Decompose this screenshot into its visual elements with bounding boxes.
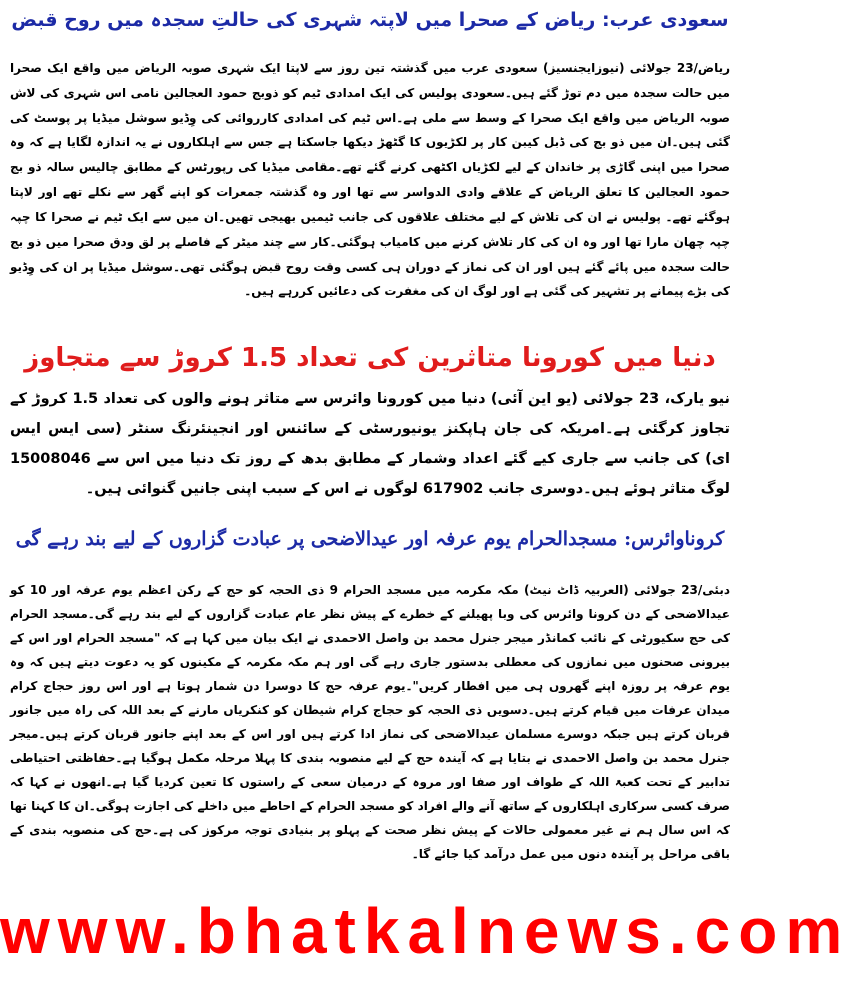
article-3-headline: کروناوائرس: مسجدالحرام یوم عرفہ اور عیدالاضحی پر عبادت گزاروں کے لیے بند رہے گی (15, 528, 725, 550)
footer-banner (0, 892, 850, 971)
article-1-body: ریاض/23 جولائی (نیوزایجنسیز) سعودی عرب میں گذشتہ تین روز سے لاپتا ایک شہری صوبہ الریاض میں واقع ایک صحرا میں حالت سجدہ میں دم توڑ گئے ہیں۔سعودی پولیس کی ایک امدادی ٹیم کو ذوبج حمود العجالین نامی اس شہری کی لاش صوبہ الریاض میں واقع ایک صحرا کے وسط سے ملی ہے۔اس ٹیم کی امدادی کارروائی کی وِڈیو سوشل میڈیا پر پوسٹ کی گئی ہیں۔ان میں ذو بج کی ڈبل کیبن کار پر لکڑیوں کا گٹھڑ دیکھا جاسکتا ہے جس سے اہلکاروں نے یہ اندازہ لگایا ہے کہ وہ صحرا میں اپنی گاڑی پر خاندان کے لیے لکڑیاں اکٹھی کرنے گئے تھے۔مقامی میڈیا کی رپورٹس کے مطابق چالیس سالہ ذو بج حمود العجالین کا تعلق الریاض کے علاقے وادی الدواسر سے تھا اور وہ گذشتہ جمعرات کو اپنے گھر سے نکلے تھے اور لاپتا ہوگئے تھے۔ پولیس نے ان کی تلاش کے لیے مختلف علاقوں کی جانب ٹیمیں بھیجی تھیں۔ان میں سے ایک ٹیم نے صحرا کا چپہ چپہ چھان مارا تھا اور وہ ان کی کار تلاش کرنے میں کامیاب ہوگئی۔کار سے چند میٹر کے فاصلے پر لق ودق صحرا میں ذو بج حالت سجدہ میں پائے گئے ہیں اور ان کی نماز کے دوران ہی کسی وقت روح قبض ہوگئی تھی۔سوشل میڈیا پر ان کی وِڈیو کی بڑے پیمانے پر تشہیر کی گئی ہے اور لوگ ان کی مغفرت کی دعائیں کررہے ہیں۔ (10, 61, 730, 299)
website-url[interactable]: www.bhatkalnews.com (0, 895, 850, 967)
article-3-body: دبئی/23 جولائی (العربیہ ڈاٹ نیٹ) مکہ مکرمہ میں مسجد الحرام 9 ذی الحجہ کو حج کے رکن اعظم یوم عرفہ اور 10 کو عیدالاضحی کے دن کرونا وائرس کی وبا پھیلنے کے خطرے کے پیش نظر عام عبادت گزاروں کے لیے بند رہے گی۔مسجد الحرام کی حج سکیورٹی کے نائب کمانڈر میجر جنرل محمد بن واصل الاحمدی نے ایک بیان میں کہا ہے کہ "مسجد الحرام اور اس کے بیرونی صحنوں میں نمازوں کی معطلی بدستور جاری رہے گی اور ہم مکہ مکرمہ کے مکینوں کو یہ دعوت دیتے ہیں کہ وہ یوم عرفہ پر روزہ اپنے گھروں ہی میں افطار کریں"۔یوم عرفہ حج کا دوسرا دن شمار ہوتا ہے اور اس روز حجاج کرام میدان عرفات میں قیام کرتے ہیں۔دسویں ذی الحجہ کو حجاج کرام شیطان کو کنکریاں مارنے کے بعد اللہ کی راہ میں جانور قربان کرتے ہیں جبکہ دوسرے مسلمان عیدالاضحی کی نماز ادا کرتے ہیں اور اس کے بعد اپنے جانور قربان کرتے ہیں۔میجر جنرل محمد بن واصل الاحمدی نے بتایا ہے کہ آیندہ حج کے لیے منصوبہ بندی کا پہلا مرحلہ مکمل ہوگیا ہے۔حفاظتی احتیاطی تدابیر کے تحت کعبۃ اللہ کے طواف اور صفا اور مروہ کے درمیان سعی کے راستوں کا تعین کردیا گیا ہے۔انھوں نے کہا کہ صرف کسی سرکاری اہلکاروں کے ساتھ آنے والے افراد کو مسجد الحرام کے احاطے میں داخلے کی اجازت ہوگی۔ان کا کہنا تھا کہ اس سال ہم نے غیر معمولی حالات کے پیش نظر صحت کے پہلو پر بنیادی توجہ مرکوز کی ہے۔حج کی منصوبہ بندی کے باقی مراحل پر آیندہ دنوں میں عمل درآمد کیا جائے گا۔ (10, 583, 730, 861)
article-2-body: نیو یارک، 23 جولائی (یو این آئی) دنیا میں کورونا وائرس سے متاثر ہونے والوں کی تعداد 1.5 کروڑ کے تجاوز کرگئی ہے۔امریکہ کی جان ہاپکنز یونیورسٹی کے سائنس اور انجینئرنگ سنٹر (سی ایس ایس ای) کی جانب سے جاری کیے گئے اعداد وشمار کے مطابق بدھ کے روز تک دنیا میں اس سے 15008046 لوگ متاثر ہوئے ہیں۔دوسری جانب 617902 لوگوں نے اس کے سبب اپنی جانیں گنوائی ہیں۔ (10, 391, 730, 497)
article-1-headline: سعودی عرب: ریاض کے صحرا میں لاپتہ شہری کی حالتِ سجدہ میں روح قبض (11, 9, 729, 31)
article-2-headline: دنیا میں کورونا متاثرین کی تعداد 1.5 کروڑ سے متجاوز (24, 343, 716, 373)
